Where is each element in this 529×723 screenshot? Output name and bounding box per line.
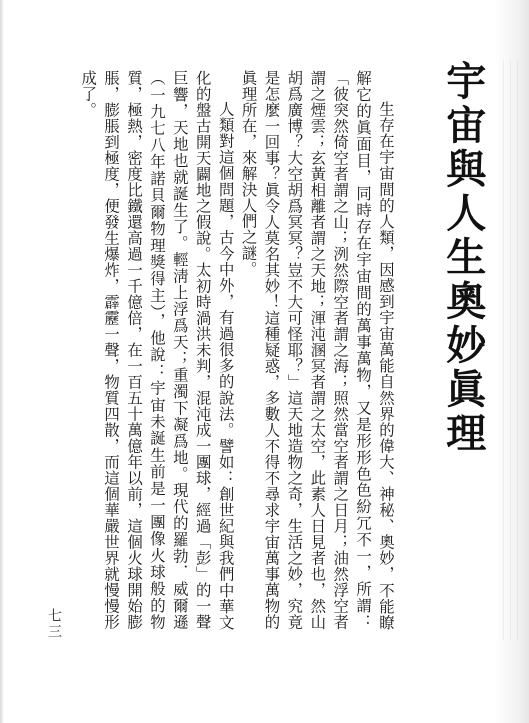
page-left-shadow bbox=[0, 0, 4, 723]
paragraph-2: 人類對這個問題，古今中外，有過很多的說法。譬如：創世紀與我們中華文化的盤古開天闢地之假說。太初時渦洪未判，混沌成一團球，經過「彭」的一聲巨響，天地也就誕生了。輕淸上浮爲天；重濁下凝爲地。現代的羅勃．威爾遜（一九七八年諾貝爾物理獎得主），他說：宇宙未誕生前是一團像火球般的物質，極熱，密度比鐵還高過一千億倍，在一百五十萬億年以前，這個火球開始膨脹，膨脹到極度，便發生爆炸，霹靂一聲，物質四散，而這個華嚴世界就慢慢形成了。 bbox=[79, 70, 235, 630]
page-number: 七三 bbox=[46, 608, 62, 640]
page-title: 宇宙與人生奧妙眞理 bbox=[439, 60, 487, 456]
show-through-text bbox=[503, 60, 523, 640]
paragraph-1: 生存在宇宙間的人類，因感到宇宙萬能自然界的偉大、神秘、奧妙，不能瞭解它的眞面目，同時存在宇宙間的萬事萬物，又是形形色色紛冗不一，所謂：「彼突然倚空者謂之山；洌然際空者謂之海；照然當空者謂之日月；油然浮空者謂之煙雲；玄黃相離者謂之天地；渾沌溷冥者謂之太空，此素人日見者也，然山胡爲廣博？大空胡爲冥冥？豈不大可怪耶？」這天地造物之奇，生活之妙，究竟是怎麼一回事？眞令人莫名其妙！這種疑惑，多數人不得不尋求宇宙萬事萬物的眞理所在，來解決人們之謎。 bbox=[239, 70, 395, 630]
body-text bbox=[77, 70, 397, 630]
